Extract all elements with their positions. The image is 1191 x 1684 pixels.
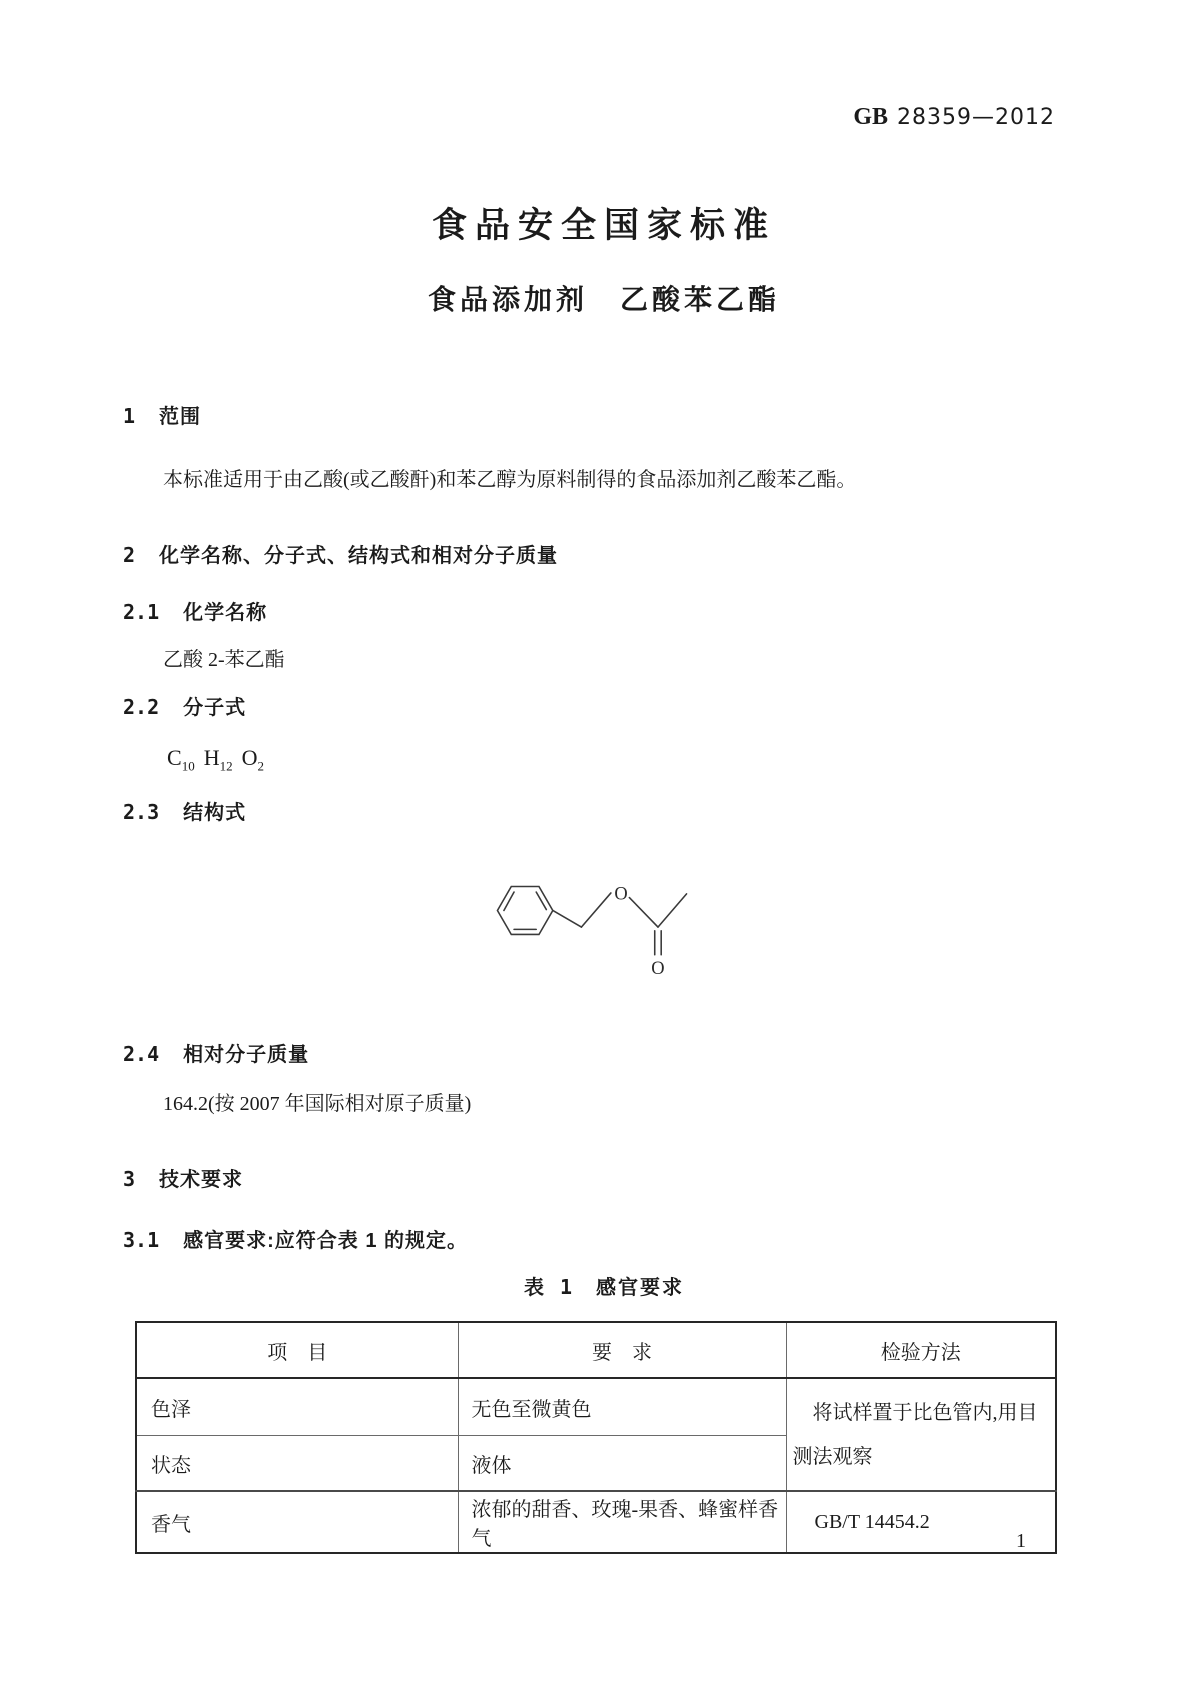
merged-method-text: 将试样置于比色管内,用目测法观察 — [792, 1401, 1038, 1468]
ester-oxygen-label: O — [614, 883, 628, 904]
cell-requirement-aroma: 浓郁的甜香、玫瑰-果香、蜂蜜样香气 — [458, 1491, 786, 1553]
section-3-1-title: 感官要求:应符合表 1 的规定。 — [183, 1230, 469, 1253]
carbonyl-oxygen-label: O — [651, 958, 665, 979]
section-3-1-number: 3.1 — [123, 1228, 160, 1253]
cell-method-aroma: GB/T 14454.2 — [786, 1491, 1056, 1553]
cell-item-state: 状态 — [136, 1436, 458, 1492]
formula-hydrogen-count: 12 — [219, 758, 233, 774]
bond-carbonyl-methyl — [658, 894, 687, 927]
structural-formula — [123, 878, 1085, 983]
formula-carbon-count: 10 — [181, 758, 195, 774]
section-1-heading — [123, 403, 1085, 430]
section-2-4-title: 相对分子质量 — [183, 1044, 310, 1067]
cell-item-aroma: 香气 — [136, 1491, 458, 1553]
document-subtitle: 食品添加剂 乙酸苯乙酯 — [427, 284, 780, 315]
section-2-3-title: 结构式 — [183, 802, 247, 825]
section-2-4-heading — [123, 1041, 1085, 1068]
bond-ch2-ch2 — [581, 893, 611, 927]
chemical-name: 乙酸 2-苯乙酯 — [163, 649, 285, 671]
section-1-title: 范围 — [159, 406, 202, 428]
table-header-row — [136, 1322, 1056, 1378]
section-2-3-heading — [123, 799, 1085, 826]
cell-item-color: 色泽 — [151, 1398, 191, 1421]
page-number: 1 — [1016, 1530, 1026, 1552]
section-1-body: 本标准适用于由乙酸(或乙酸酐)和苯乙醇为原料制得的食品添加剂乙酸苯乙酯。 — [163, 469, 857, 491]
table-1-caption-title: 感官要求 — [596, 1277, 685, 1300]
section-2-heading — [123, 542, 1085, 569]
bond-ring-ch2 — [553, 911, 582, 928]
column-header-method: 检验方法 — [786, 1322, 1056, 1378]
cell-requirement-color: 无色至微黄色 — [458, 1378, 786, 1436]
table-1-caption-number: 表 1 — [523, 1275, 575, 1300]
section-2-1-number: 2.1 — [123, 600, 160, 624]
benzene-double-bond — [536, 892, 546, 910]
structure-formula-drawing — [491, 878, 717, 978]
column-header-item: 项 目 — [136, 1322, 458, 1378]
section-2-2-number: 2.2 — [123, 695, 160, 719]
section-2-3-number: 2.3 — [123, 800, 160, 825]
cell-requirement-state: 液体 — [458, 1436, 786, 1492]
section-2-number: 2 — [123, 543, 136, 567]
benzene-ring — [497, 887, 552, 935]
table-sensory-requirements — [135, 1321, 1057, 1554]
formula-oxygen-count: 2 — [257, 758, 264, 774]
section-2-1-heading — [123, 599, 1085, 626]
formula-hydrogen: H — [203, 745, 220, 770]
cell-method-merged — [786, 1378, 1056, 1491]
table-row-aroma — [136, 1491, 1056, 1553]
section-3-heading — [123, 1166, 1085, 1193]
formula-oxygen: O — [241, 745, 258, 770]
section-2-4-number: 2.4 — [123, 1042, 160, 1067]
section-3-1-heading — [123, 1227, 1085, 1254]
section-3-number: 3 — [123, 1167, 136, 1192]
table-row-color — [136, 1378, 1056, 1436]
benzene-double-bond — [504, 892, 514, 910]
section-2-2-heading — [123, 694, 1085, 721]
standard-number — [123, 0, 1055, 135]
section-3-title: 技术要求 — [159, 1169, 244, 1192]
column-header-requirement: 要 求 — [458, 1322, 786, 1378]
standard-code: 28359—2012 — [897, 105, 1055, 130]
molecular-formula — [123, 743, 1085, 781]
section-1-number: 1 — [123, 404, 136, 428]
section-2-2-title: 分子式 — [183, 697, 247, 719]
table-1-caption — [123, 1274, 1085, 1301]
bond-o-carbonyl — [629, 898, 658, 928]
relative-molecular-mass: 164.2(按 2007 年国际相对原子质量) — [163, 1093, 472, 1116]
section-2-1-title: 化学名称 — [183, 602, 268, 624]
standard-prefix: GB — [853, 104, 889, 130]
formula-carbon: C — [167, 745, 182, 770]
section-2-title: 化学名称、分子式、结构式和相对分子质量 — [159, 545, 559, 567]
document-title: 食品安全国家标准 — [431, 206, 776, 245]
